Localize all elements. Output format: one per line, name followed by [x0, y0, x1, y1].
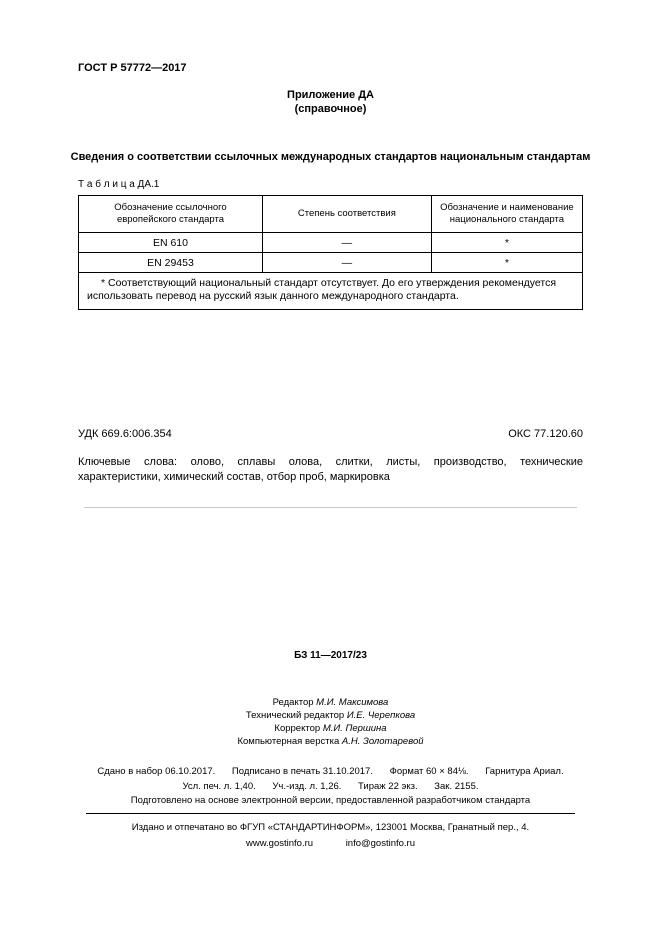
staff-name: М.И. Першина — [322, 723, 387, 734]
publisher-line: Издано и отпечатано во ФГУП «СТАНДАРТИНФОРМ», 123001 Москва, Гранатный пер., 4. — [131, 822, 530, 833]
divider-hairline — [84, 507, 577, 508]
print-segment: Зак. 2155. — [434, 781, 479, 792]
staff-role: Технический редактор — [245, 710, 345, 721]
keywords-paragraph: Ключевые слова: олово, сплавы олова, слитки, листы, производство, технические характеристики, химический состав, отбор проб, маркировка — [78, 456, 583, 483]
header-reference-standard: Обозначение ссылочного европейского стандарта — [79, 196, 263, 233]
cell-standard: EN 610 — [79, 233, 263, 253]
print-segment: Формат 60 × 84⅛. — [389, 766, 469, 777]
print-segment: Подписано в печать 31.10.2017. — [231, 766, 373, 777]
appendix-subtitle: (справочное) — [294, 102, 367, 115]
staff-line-technical-editor — [0, 709, 661, 722]
staff-role: Компьютерная верстка — [237, 736, 340, 747]
print-segment: Тираж 22 экз. — [358, 781, 418, 792]
staff-line-corrector — [0, 722, 661, 735]
footnote-text: * Соответствующий национальный стандарт отсутствует. До его утверждения рекомендуется использовать перевод на русский язык данного международного стандарта. — [87, 277, 557, 302]
staff-name: А.Н. Золотаревой — [341, 736, 424, 747]
staff-line-layout — [0, 735, 661, 748]
appendix-heading — [0, 89, 661, 116]
print-segment: Сдано в набор 06.10.2017. — [97, 766, 216, 777]
table-row — [79, 253, 583, 273]
cell-national: * — [431, 253, 582, 273]
print-segment: Гарнитура Ариал. — [485, 766, 564, 777]
section-title: Сведения о соответствии ссылочных международных стандартов национальным стандартам — [70, 151, 591, 163]
table-label: Т а б л и ц а ДА.1 — [78, 179, 160, 190]
table-footnote-row — [79, 273, 583, 310]
udk-code: УДК 669.6:006.354 — [78, 428, 172, 440]
contacts-line — [0, 838, 661, 849]
colophon-staff — [0, 696, 661, 748]
doc-number: ГОСТ Р 57772—2017 — [78, 62, 187, 74]
table-footnote — [79, 273, 583, 310]
header-national-standard: Обозначение и наименование национального стандарта — [431, 196, 582, 233]
classification-codes — [78, 428, 583, 440]
correspondence-table — [78, 195, 583, 310]
divider-rule — [86, 813, 575, 814]
print-segment: Уч.-изд. л. 1,26. — [272, 781, 342, 792]
print-info-line-1 — [0, 766, 661, 777]
print-info-line-2 — [0, 781, 661, 792]
table-row — [79, 233, 583, 253]
staff-name: М.И. Максимова — [316, 697, 389, 708]
bz-number: БЗ 11—2017/23 — [294, 650, 367, 661]
appendix-title: Приложение ДА — [287, 89, 374, 101]
staff-role: Редактор — [272, 697, 314, 708]
staff-line-editor — [0, 696, 661, 709]
email-text: info@gostinfo.ru — [345, 838, 416, 849]
cell-degree: — — [262, 233, 431, 253]
prepared-note: Подготовлено на основе электронной версии, предоставленной разработчиком стандарта — [130, 795, 531, 806]
print-segment: Усл. печ. л. 1,40. — [182, 781, 256, 792]
website-text: www.gostinfo.ru — [245, 838, 314, 849]
cell-national: * — [431, 233, 582, 253]
staff-name: И.Е. Черепкова — [346, 710, 416, 721]
oks-code: ОКС 77.120.60 — [508, 428, 583, 440]
header-correspondence-degree: Степень соответствия — [262, 196, 431, 233]
cell-degree: — — [262, 253, 431, 273]
staff-role: Корректор — [274, 723, 321, 734]
table-header-row — [79, 196, 583, 233]
cell-standard: EN 29453 — [79, 253, 263, 273]
